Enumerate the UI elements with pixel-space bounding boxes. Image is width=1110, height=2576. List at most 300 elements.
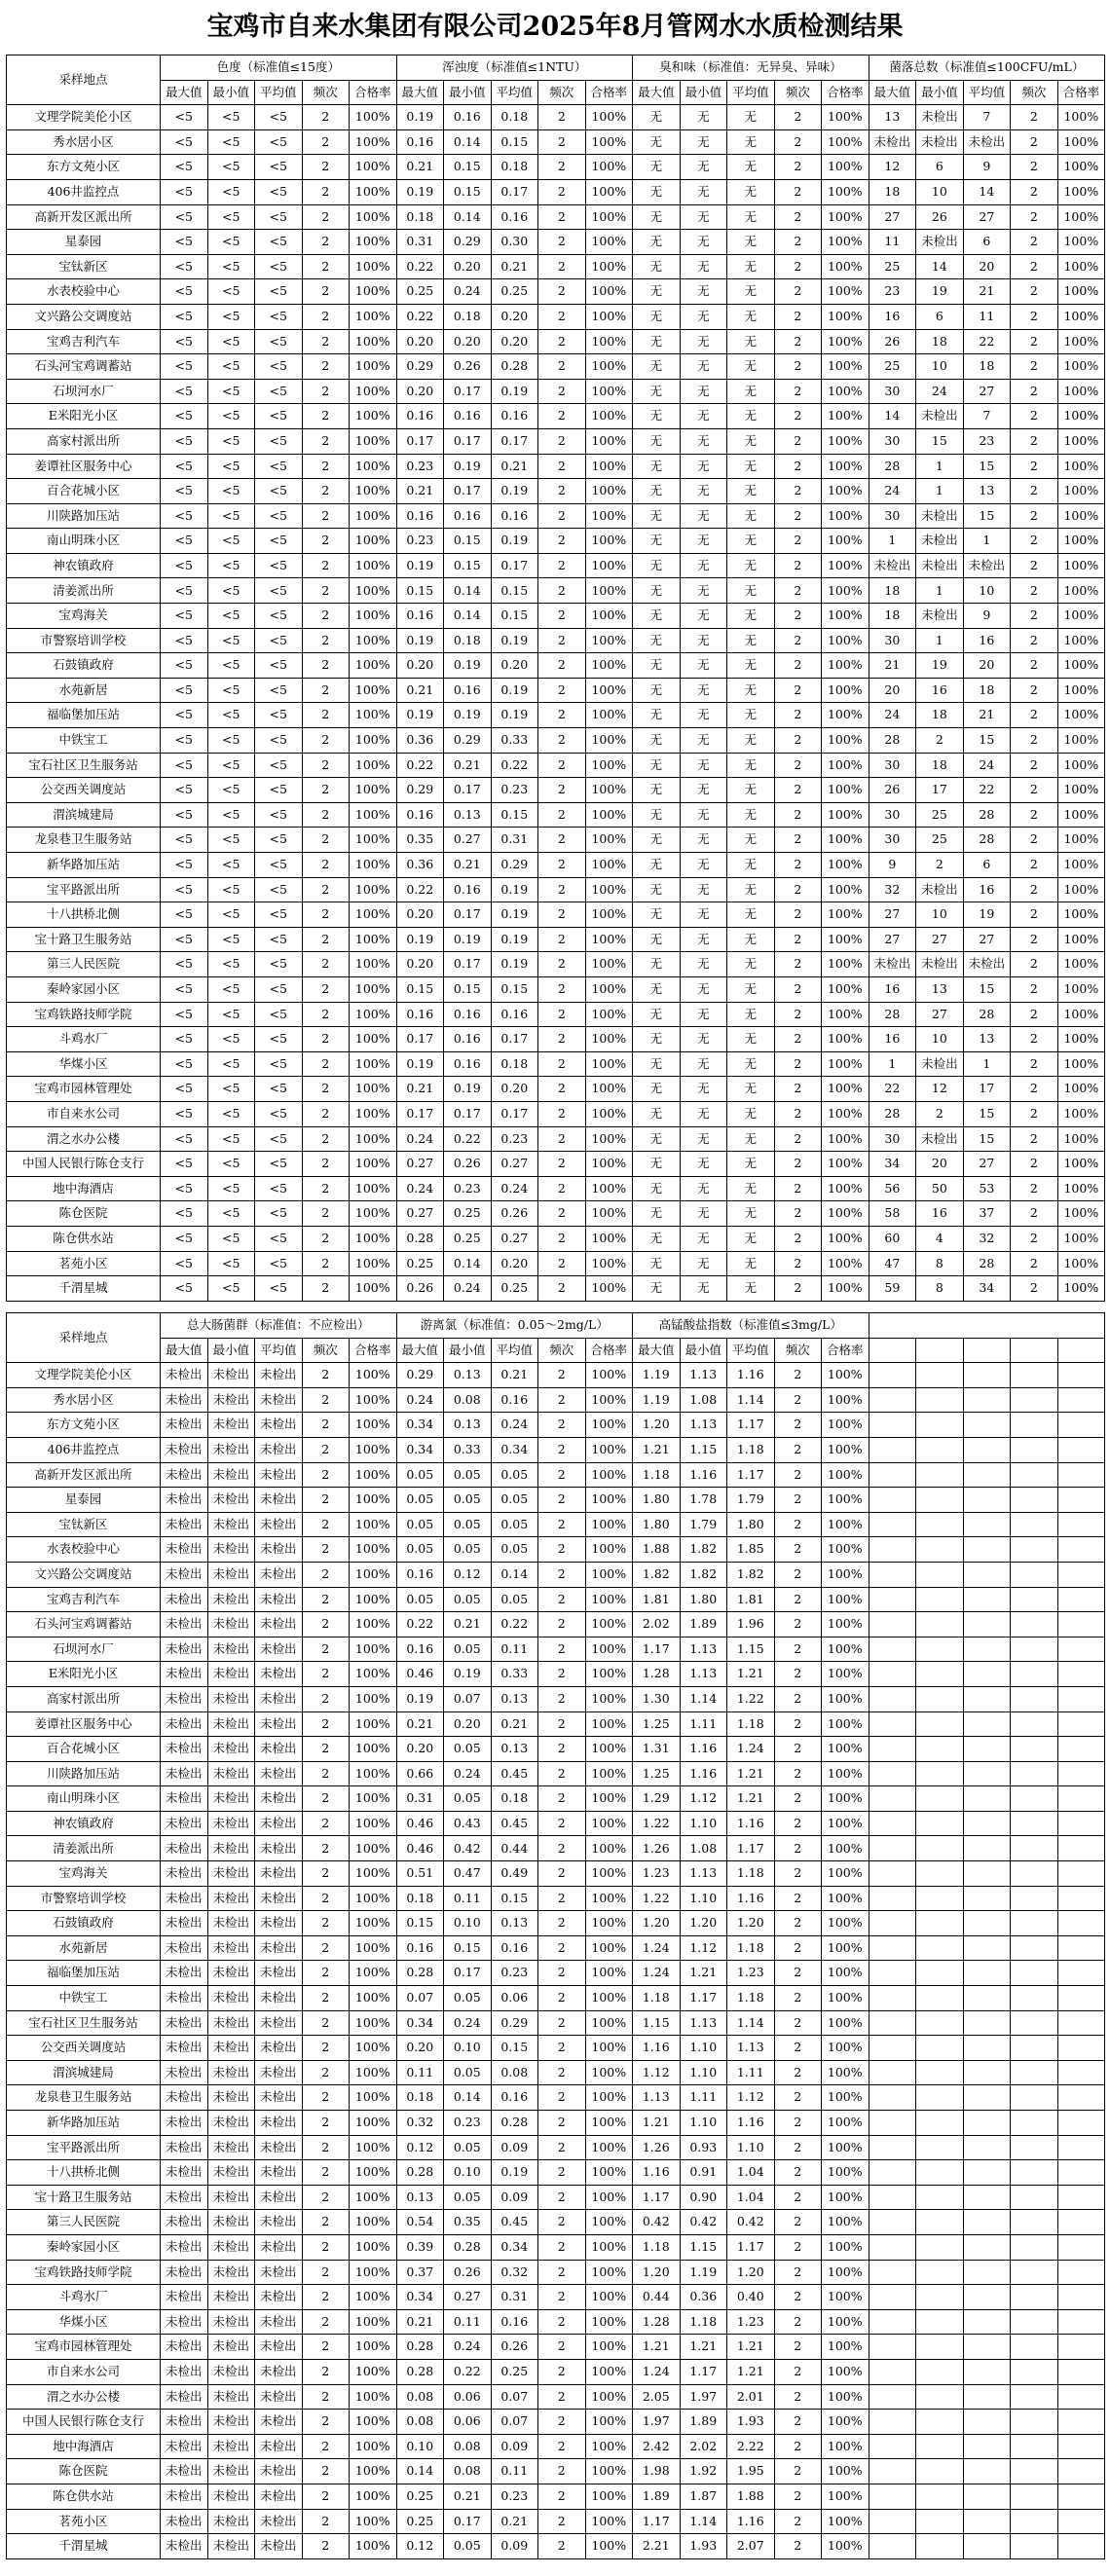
table-row [7,1637,1105,1662]
value-cell: 2 [1011,329,1058,354]
value-cell: 未检出 [161,1961,208,1986]
value-cell: 0.17 [444,479,492,504]
sub-header: 最小值 [680,80,727,105]
value-cell: 0.24 [444,2010,492,2036]
value-cell: 2 [1011,1101,1058,1126]
empty-cell [1057,2185,1105,2210]
value-cell: 0.06 [444,2384,492,2410]
value-cell: 2 [538,2484,586,2509]
value-cell: 2 [538,2085,586,2111]
value-cell: 2 [1011,728,1058,754]
value-cell: 无 [680,329,727,354]
table-row [7,703,1105,728]
empty-cell [916,2260,964,2285]
site-name: 宝钛新区 [7,254,161,279]
value-cell: 未检出 [207,1861,255,1887]
value-cell: 100% [822,1662,870,1687]
value-cell: <5 [207,1176,255,1201]
value-cell: 100% [1057,1226,1105,1251]
value-cell: 12 [916,1077,964,1102]
value-cell: 2 [302,129,350,155]
value-cell: 0.17 [491,553,538,578]
table-row [7,2484,1105,2509]
value-cell: 30 [869,802,916,828]
value-cell: 无 [680,1152,727,1177]
value-cell: 2 [538,2434,586,2459]
value-cell: 100% [350,1462,397,1488]
value-cell: 2 [302,2160,350,2186]
value-cell: 100% [1057,778,1105,803]
value-cell: 100% [585,1251,633,1276]
value-cell: 未检出 [207,2335,255,2360]
value-cell: 100% [350,877,397,902]
value-cell: 2 [302,877,350,902]
table-row [7,1002,1105,1027]
value-cell: 未检出 [916,604,964,629]
empty-cell [916,2135,964,2160]
value-cell: 未检出 [161,2509,208,2534]
value-cell: 2 [774,1027,822,1052]
site-name: 宝平路派出所 [7,2135,161,2160]
empty-cell [869,1911,916,1936]
value-cell: <5 [207,230,255,255]
value-cell: 100% [350,1488,397,1513]
value-cell: 1.93 [727,2410,775,2435]
value-cell: 2 [538,1612,586,1638]
value-cell: <5 [255,1226,303,1251]
value-cell: 2 [538,778,586,803]
value-cell: 未检出 [161,1587,208,1612]
value-cell: 2 [538,1686,586,1711]
value-cell: 0.15 [491,129,538,155]
value-cell: 未检出 [207,1986,255,2011]
value-cell: 1.26 [633,1836,681,1861]
value-cell: <5 [207,155,255,180]
value-cell: 未检出 [255,2285,303,2310]
value-cell: 0.45 [491,1761,538,1786]
value-cell: 无 [727,976,775,1002]
value-cell: 0.13 [444,1413,492,1438]
value-cell: 100% [350,2484,397,2509]
value-cell: 100% [350,2135,397,2160]
empty-cell [869,1961,916,1986]
value-cell: 0.21 [491,254,538,279]
value-cell: 1.89 [680,1612,727,1638]
value-cell: 22 [963,778,1011,803]
value-cell: 100% [350,1437,397,1462]
value-cell: <5 [161,1101,208,1126]
value-cell: 2 [774,2509,822,2534]
value-cell: 未检出 [255,1961,303,1986]
site-name: 川陕路加压站 [7,1761,161,1786]
value-cell: <5 [161,230,208,255]
value-cell: 100% [585,1152,633,1177]
value-cell: 100% [822,1737,870,1762]
table-row [7,728,1105,754]
value-cell: 100% [585,1512,633,1537]
value-cell: 2 [302,479,350,504]
site-name: 宝鸡吉利汽车 [7,329,161,354]
value-cell: <5 [255,379,303,404]
value-cell: 18 [916,753,964,778]
value-cell: 2 [538,753,586,778]
value-cell: 未检出 [161,1562,208,1587]
empty-cell [963,1961,1011,1986]
value-cell: 0.21 [444,2484,492,2509]
value-cell: 100% [822,503,870,529]
value-cell: 未检出 [161,2111,208,2136]
empty-cell [869,1562,916,1587]
site-name: 文兴路公交调度站 [7,1562,161,1587]
site-name: 宝十路卫生服务站 [7,2185,161,2210]
site-name: 宝平路派出所 [7,877,161,902]
value-cell: 100% [822,428,870,454]
value-cell: 2 [538,129,586,155]
value-cell: 25 [869,254,916,279]
value-cell: 100% [822,230,870,255]
value-cell: 未检出 [255,1387,303,1413]
value-cell: <5 [161,254,208,279]
value-cell: 0.24 [491,1413,538,1438]
value-cell: 无 [727,853,775,878]
value-cell: 2 [538,2060,586,2085]
value-cell: 2 [1011,1226,1058,1251]
empty-cell [916,2185,964,2210]
value-cell: <5 [161,329,208,354]
value-cell: 0.16 [396,1002,444,1027]
value-cell: 1.18 [633,1986,681,2011]
parameter-group-header: 游离氯（标准值：0.05～2mg/L） [396,1313,633,1339]
value-cell: 2 [302,155,350,180]
site-name: 宝鸡海关 [7,1861,161,1887]
table-row [7,1587,1105,1612]
value-cell: <5 [255,927,303,952]
value-cell: 100% [822,1811,870,1836]
site-name: 水表校验中心 [7,1537,161,1563]
empty-header-cell [1011,1338,1058,1363]
value-cell: 0.20 [491,329,538,354]
value-cell: 0.05 [491,1537,538,1563]
value-cell: 100% [1057,678,1105,703]
empty-cell [916,1761,964,1786]
site-name: 高新开发区派出所 [7,204,161,230]
value-cell: 无 [633,877,681,902]
value-cell: 0.05 [491,1462,538,1488]
empty-cell [963,2185,1011,2210]
value-cell: 100% [350,279,397,305]
value-cell: 无 [727,105,775,130]
value-cell: <5 [207,329,255,354]
value-cell: 100% [585,1761,633,1786]
empty-cell [1011,1786,1058,1812]
value-cell: <5 [255,1027,303,1052]
value-cell: 无 [680,428,727,454]
table-row [7,1488,1105,1513]
empty-cell [963,1413,1011,1438]
value-cell: 无 [727,404,775,429]
value-cell: <5 [207,204,255,230]
value-cell: 100% [822,329,870,354]
value-cell: 1.89 [633,2484,681,2509]
value-cell: 100% [350,1935,397,1961]
value-cell: 1.10 [680,2060,727,2085]
table-row [7,1537,1105,1563]
empty-cell [869,1363,916,1388]
sub-header: 频次 [538,1338,586,1363]
table-row [7,2210,1105,2235]
value-cell: 未检出 [161,2210,208,2235]
value-cell: 无 [727,653,775,679]
table-row [7,1612,1105,1638]
value-cell: 2 [1011,304,1058,329]
value-cell: 2.01 [727,2384,775,2410]
value-cell: 0.51 [396,1861,444,1887]
value-cell: 未检出 [161,2085,208,2111]
value-cell: 1.14 [727,1387,775,1413]
value-cell: 100% [822,653,870,679]
value-cell: 2 [538,678,586,703]
value-cell: 1.18 [727,1861,775,1887]
value-cell: 2 [302,1662,350,1687]
value-cell: 0.28 [444,2234,492,2260]
sub-header: 最大值 [161,1338,208,1363]
value-cell: 100% [1057,479,1105,504]
table-row [7,279,1105,305]
value-cell: 0.19 [491,529,538,554]
value-cell: 34 [963,1276,1011,1302]
empty-cell [869,1437,916,1462]
value-cell: 100% [585,1911,633,1936]
value-cell: 1.82 [727,1562,775,1587]
value-cell: 59 [869,1276,916,1302]
value-cell: 未检出 [161,2234,208,2260]
value-cell: 2 [302,1051,350,1077]
site-name: 秀水居小区 [7,1387,161,1413]
empty-cell [869,1662,916,1687]
value-cell: 2 [302,1637,350,1662]
value-cell: 无 [633,428,681,454]
value-cell: 0.05 [444,1637,492,1662]
value-cell: 2.21 [633,2534,681,2559]
value-cell: 100% [1057,653,1105,679]
value-cell: 未检出 [255,2111,303,2136]
value-cell: <5 [161,1201,208,1227]
value-cell: 100% [350,628,397,653]
site-name: 星泰园 [7,230,161,255]
value-cell: 无 [680,304,727,329]
empty-cell [963,2234,1011,2260]
table-row [7,952,1105,977]
value-cell: 2 [774,404,822,429]
value-cell: <5 [161,529,208,554]
value-cell: 1.15 [680,2234,727,2260]
value-cell: 1.20 [727,1911,775,1936]
site-name: 龙泉巷卫生服务站 [7,828,161,853]
value-cell: 0.10 [396,2434,444,2459]
value-cell: 0.15 [396,976,444,1002]
empty-cell [1011,2210,1058,2235]
value-cell: 2 [302,230,350,255]
value-cell: 0.23 [491,778,538,803]
document-title: 宝鸡市自来水集团有限公司2025年8月管网水水质检测结果 [206,12,904,42]
value-cell: <5 [207,802,255,828]
value-cell: 100% [585,952,633,977]
value-cell: 100% [822,1562,870,1587]
value-cell: 2 [774,628,822,653]
value-cell: 0.22 [444,2359,492,2384]
site-name: 第三人民医院 [7,2210,161,2235]
value-cell: 100% [350,604,397,629]
value-cell: 100% [1057,1002,1105,1027]
value-cell: 20 [963,653,1011,679]
value-cell: 100% [350,2285,397,2310]
sub-header: 合格率 [585,1338,633,1363]
value-cell: 100% [1057,1077,1105,1102]
value-cell: 27 [963,1152,1011,1177]
value-cell: 无 [633,778,681,803]
value-cell: <5 [255,604,303,629]
value-cell: <5 [161,877,208,902]
value-cell: 无 [727,204,775,230]
value-cell: 未检出 [916,553,964,578]
table-row [7,1152,1105,1177]
value-cell: 无 [727,553,775,578]
value-cell: 未检出 [255,2260,303,2285]
value-cell: 2 [302,1387,350,1413]
table-row [7,1911,1105,1936]
value-cell: 2 [302,1737,350,1762]
value-cell: 无 [633,1126,681,1152]
value-cell: 无 [633,628,681,653]
value-cell: 2 [774,2459,822,2484]
value-cell: 无 [727,129,775,155]
value-cell: 0.28 [396,2160,444,2186]
value-cell: 1.82 [633,1562,681,1587]
empty-cell [916,1488,964,1513]
empty-cell [963,2335,1011,2360]
site-name: 姜谭社区服务中心 [7,454,161,479]
value-cell: 未检出 [255,1711,303,1737]
table-row [7,1051,1105,1077]
value-cell: 1.18 [633,2234,681,2260]
empty-cell [963,2036,1011,2061]
value-cell: 7 [963,105,1011,130]
value-cell: 2 [302,1811,350,1836]
empty-cell [916,2036,964,2061]
value-cell: 未检出 [161,2036,208,2061]
value-cell: 1.24 [727,1737,775,1762]
value-cell: 无 [680,927,727,952]
value-cell: 无 [633,179,681,204]
value-cell: 2 [302,2534,350,2559]
value-cell: 2 [302,428,350,454]
value-cell: 1.11 [727,2060,775,2085]
empty-cell [1057,1587,1105,1612]
value-cell: 1.17 [680,2359,727,2384]
sub-header: 合格率 [585,80,633,105]
value-cell: 100% [350,1662,397,1687]
empty-cell [1011,2085,1058,2111]
value-cell: <5 [161,853,208,878]
value-cell: 13 [869,105,916,130]
value-cell: <5 [161,129,208,155]
value-cell: 100% [822,1152,870,1177]
value-cell: 1.14 [680,1686,727,1711]
value-cell: 100% [350,1077,397,1102]
value-cell: 1.14 [727,2010,775,2036]
value-cell: 2 [774,479,822,504]
value-cell: 0.21 [444,753,492,778]
empty-cell [916,2309,964,2335]
value-cell: 19 [916,279,964,305]
value-cell: 2 [774,1811,822,1836]
value-cell: 1.14 [680,2509,727,2534]
empty-cell [869,2335,916,2360]
value-cell: 0.25 [491,279,538,305]
table-row [7,1986,1105,2011]
table-row [7,2185,1105,2210]
value-cell: 1.10 [680,1811,727,1836]
value-cell: 2 [302,1101,350,1126]
value-cell: 未检出 [207,1961,255,1986]
value-cell: <5 [255,703,303,728]
empty-cell [1057,1686,1105,1711]
value-cell: 100% [585,853,633,878]
value-cell: 0.27 [444,2285,492,2310]
value-cell: 100% [1057,802,1105,828]
value-cell: 0.24 [491,1176,538,1201]
value-cell: 无 [633,1101,681,1126]
value-cell: 2 [774,1986,822,2011]
value-cell: 1.22 [633,1886,681,1911]
value-cell: 1.29 [633,1786,681,1812]
site-name: 市警察培训学校 [7,628,161,653]
value-cell: 0.44 [633,2285,681,2310]
value-cell: <5 [255,1077,303,1102]
value-cell: 0.26 [396,1276,444,1302]
value-cell: 1.16 [633,2036,681,2061]
value-cell: 100% [350,2210,397,2235]
value-cell: 2 [538,1101,586,1126]
value-cell: 0.11 [491,2459,538,2484]
value-cell: 0.25 [444,1201,492,1227]
value-cell: 0.16 [444,1002,492,1027]
empty-cell [916,1662,964,1687]
empty-cell [1011,1935,1058,1961]
value-cell: 未检出 [161,1637,208,1662]
value-cell: 2 [538,976,586,1002]
value-cell: 2 [774,703,822,728]
value-cell: 1.22 [633,1811,681,1836]
value-cell: 24 [869,703,916,728]
value-cell: 1.13 [727,2036,775,2061]
value-cell: 无 [727,628,775,653]
value-cell: 未检出 [207,2036,255,2061]
value-cell: 2 [302,728,350,754]
value-cell: 100% [1057,379,1105,404]
empty-cell [963,2309,1011,2335]
empty-cell [963,1587,1011,1612]
value-cell: 2 [302,553,350,578]
value-cell: 100% [1057,1201,1105,1227]
value-cell: 27 [869,902,916,928]
value-cell: 21 [869,653,916,679]
value-cell: 无 [727,728,775,754]
value-cell: 2 [1011,1201,1058,1227]
value-cell: 0.24 [444,1276,492,1302]
header-row-groups [7,1313,1105,1339]
value-cell: 0.10 [444,2160,492,2186]
